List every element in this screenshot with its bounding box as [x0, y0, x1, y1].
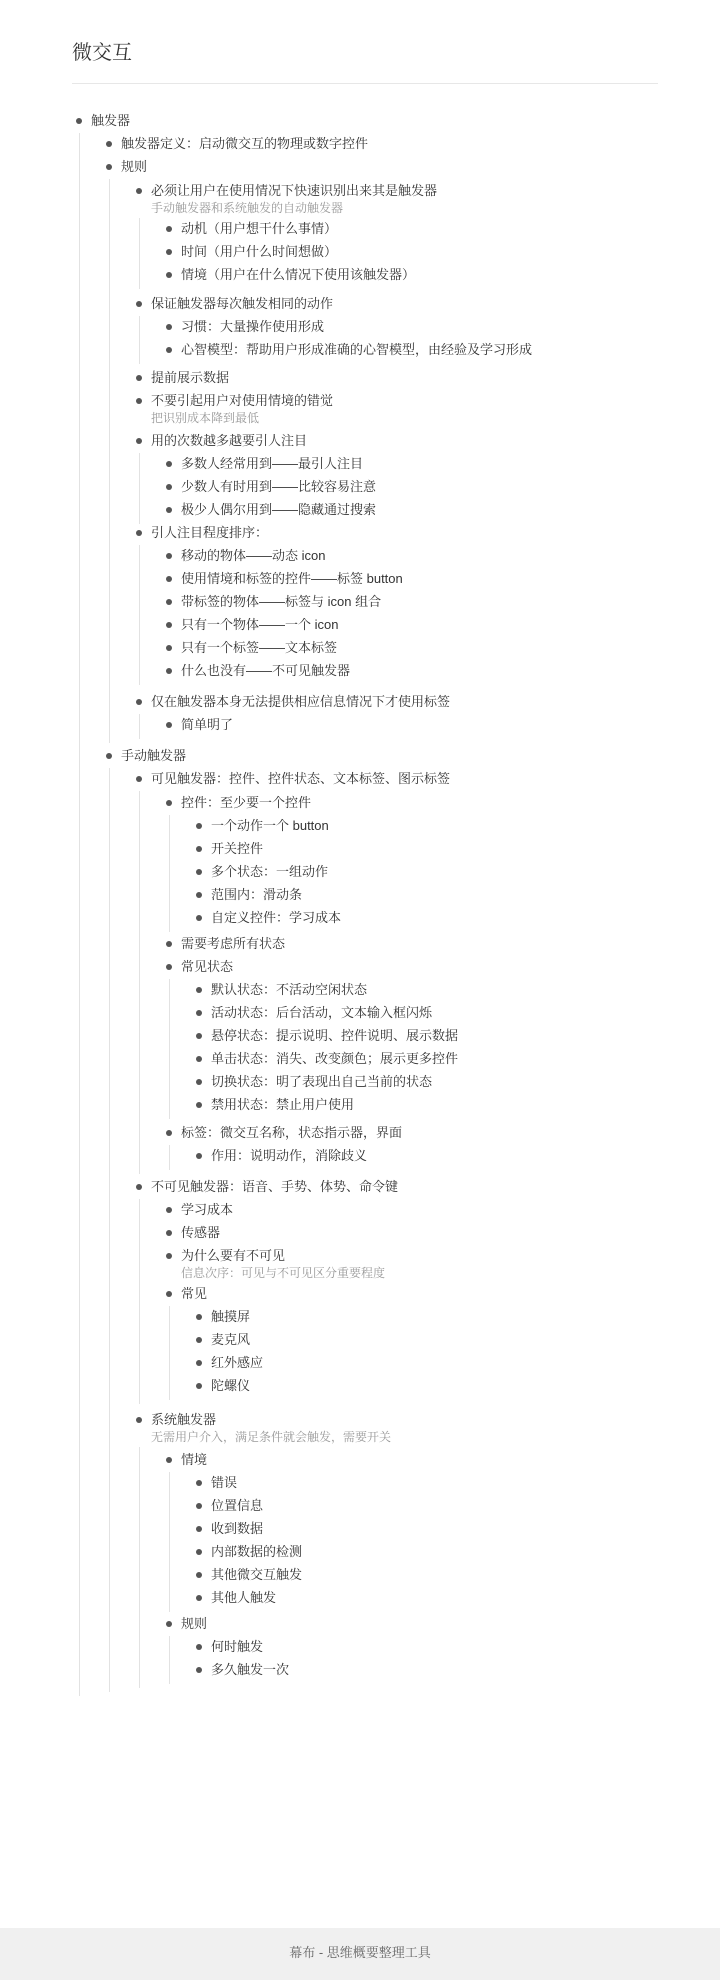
- indent-guide: [139, 545, 140, 685]
- bullet-dot-icon[interactable]: [166, 1457, 172, 1463]
- bullet-dot-icon[interactable]: [196, 1526, 202, 1532]
- outline-item-text: 常见状态: [181, 959, 234, 974]
- outline-item-text: 多久触发一次: [211, 1662, 290, 1677]
- bullet-dot-icon[interactable]: [196, 846, 202, 852]
- outline-item[interactable]: [151, 1411, 216, 1429]
- bullet-dot-icon[interactable]: [196, 1480, 202, 1486]
- outline-item-text: 带标签的物体——标签与 icon 组合: [181, 594, 382, 609]
- bullet-dot-icon[interactable]: [136, 776, 142, 782]
- bullet-dot-icon[interactable]: [196, 1595, 202, 1601]
- outline-item-text: 不可见触发器：语音、手势、体势、命令键: [151, 1179, 399, 1194]
- outline-item-text: 位置信息: [211, 1498, 264, 1513]
- bullet-dot-icon[interactable]: [166, 272, 172, 278]
- bullet-dot-icon[interactable]: [196, 1337, 202, 1343]
- bullet-dot-icon[interactable]: [76, 118, 82, 124]
- outline-item-text: 其他人触发: [211, 1590, 277, 1605]
- outline-item[interactable]: [181, 958, 233, 976]
- indent-guide: [169, 1472, 170, 1612]
- bullet-dot-icon[interactable]: [196, 1314, 202, 1320]
- bullet-dot-icon[interactable]: [196, 1010, 202, 1016]
- outline-item[interactable]: [181, 662, 350, 680]
- bullet-dot-icon[interactable]: [196, 987, 202, 993]
- outline-item[interactable]: [181, 1451, 207, 1469]
- outline-item-text: 简单明了: [181, 717, 234, 732]
- bullet-dot-icon[interactable]: [166, 249, 172, 255]
- outline-item[interactable]: [181, 935, 285, 953]
- outline-item[interactable]: [211, 1308, 250, 1326]
- outline-item-text: 需要考虑所有状态: [181, 936, 286, 951]
- outline-item[interactable]: [211, 886, 302, 904]
- bullet-dot-icon[interactable]: [166, 507, 172, 513]
- outline-item[interactable]: [181, 616, 338, 634]
- indent-guide: [109, 179, 110, 743]
- footer-bar: [0, 1928, 720, 1980]
- bullet-dot-icon[interactable]: [196, 1079, 202, 1085]
- outline-item[interactable]: [211, 1331, 250, 1349]
- outline-item[interactable]: [211, 840, 263, 858]
- indent-guide: [79, 133, 80, 1696]
- outline-item[interactable]: [121, 747, 186, 765]
- outline-item[interactable]: [151, 432, 307, 450]
- outline-item-text: 不要引起用户对使用情境的错觉: [151, 393, 334, 408]
- indent-guide: [109, 768, 110, 1692]
- outline-item-text: 少数人有时用到——比较容易注意: [181, 479, 377, 494]
- outline-item[interactable]: [181, 593, 381, 611]
- outline-item[interactable]: [211, 981, 367, 999]
- outline-item[interactable]: [211, 1661, 289, 1679]
- bullet-dot-icon[interactable]: [166, 668, 172, 674]
- outline-item-text: 默认状态：不活动空闲状态: [211, 982, 368, 997]
- bullet-dot-icon[interactable]: [166, 553, 172, 559]
- bullet-dot-icon[interactable]: [136, 438, 142, 444]
- outline-item[interactable]: [181, 1615, 207, 1633]
- outline-item[interactable]: [181, 1285, 207, 1303]
- outline-item-text: 为什么要有不可见: [181, 1248, 286, 1263]
- outline-item[interactable]: [211, 1027, 458, 1045]
- outline-item-text: 常见: [181, 1286, 208, 1301]
- bullet-dot-icon[interactable]: [166, 941, 172, 947]
- bullet-dot-icon[interactable]: [166, 576, 172, 582]
- outline-item[interactable]: [151, 182, 437, 200]
- outline-item[interactable]: [211, 1073, 432, 1091]
- outline-item-text: 必须让用户在使用情况下快速识别出来其是触发器: [151, 183, 438, 198]
- bullet-dot-icon[interactable]: [166, 1230, 172, 1236]
- outline-item[interactable]: [211, 1474, 237, 1492]
- outline-item[interactable]: [211, 1377, 250, 1395]
- indent-guide: [139, 316, 140, 364]
- indent-guide: [139, 714, 140, 739]
- bullet-dot-icon[interactable]: [136, 1184, 142, 1190]
- indent-guide: [169, 1145, 170, 1170]
- outline-item-text: 活动状态：后台活动，文本输入框闪烁: [211, 1005, 433, 1020]
- outline-item[interactable]: [181, 794, 311, 812]
- bullet-dot-icon[interactable]: [196, 1360, 202, 1366]
- bullet-dot-icon[interactable]: [136, 188, 142, 194]
- outline-item[interactable]: [211, 1096, 354, 1114]
- outline-item[interactable]: [181, 1124, 402, 1142]
- bullet-dot-icon[interactable]: [196, 823, 202, 829]
- outline-item-text: 时间（用户什么时间想做）: [181, 244, 338, 259]
- outline-item-text: 禁用状态：禁止用户使用: [211, 1097, 355, 1112]
- outline-item[interactable]: [181, 220, 337, 238]
- bullet-dot-icon[interactable]: [166, 1291, 172, 1297]
- outline-item[interactable]: [151, 693, 450, 711]
- indent-guide: [139, 1199, 140, 1404]
- bullet-dot-icon[interactable]: [136, 301, 142, 307]
- outline-item-text: 范围内：滑动条: [211, 887, 303, 902]
- outline-item-text: 陀螺仪: [211, 1378, 251, 1393]
- outline-item-text: 传感器: [181, 1225, 221, 1240]
- outline-item-text: 只有一个物体——一个 icon: [181, 617, 339, 632]
- outline-item-text: 触摸屏: [211, 1309, 251, 1324]
- outline-item[interactable]: [211, 1050, 458, 1068]
- outline-item-note: 信息次序：可见与不可见区分重要程度: [181, 1266, 386, 1280]
- bullet-dot-icon[interactable]: [166, 1130, 172, 1136]
- outline-item-text: 收到数据: [211, 1521, 264, 1536]
- outline-item-text: 一个动作一个 button: [211, 818, 329, 833]
- bullet-dot-icon[interactable]: [196, 1503, 202, 1509]
- outline-item-text: 情境: [181, 1452, 208, 1467]
- outline-item[interactable]: [121, 158, 147, 176]
- indent-guide: [139, 1447, 140, 1688]
- outline-item-text: 可见触发器：控件、控件状态、文本标签、图示标签: [151, 771, 451, 786]
- outline-item[interactable]: [121, 135, 368, 153]
- outline-item-text: 只有一个标签——文本标签: [181, 640, 338, 655]
- outline-item-text: 使用情境和标签的控件——标签 button: [181, 571, 403, 586]
- outline-item-text: 麦克风: [211, 1332, 251, 1347]
- outline-item[interactable]: [181, 716, 233, 734]
- outline-item[interactable]: [181, 570, 403, 588]
- outline-item[interactable]: [211, 1589, 276, 1607]
- outline-item[interactable]: [211, 1520, 263, 1538]
- outline-item-text: 标签：微交互名称，状态指示器，界面: [181, 1125, 403, 1140]
- indent-guide: [169, 1306, 170, 1400]
- outline-item-text: 极少人偶尔用到——隐藏通过搜索: [181, 502, 377, 517]
- outline-item-text: 切换状态：明了表现出自己当前的状态: [211, 1074, 433, 1089]
- bullet-dot-icon[interactable]: [166, 1207, 172, 1213]
- outline-item-text: 规则: [181, 1616, 208, 1631]
- bullet-dot-icon[interactable]: [196, 892, 202, 898]
- outline-item[interactable]: [181, 341, 532, 359]
- bullet-dot-icon[interactable]: [166, 347, 172, 353]
- outline-item[interactable]: [211, 1638, 263, 1656]
- outline-item[interactable]: [211, 1543, 302, 1561]
- outline-item-text: 触发器: [91, 113, 131, 128]
- bullet-dot-icon[interactable]: [136, 1417, 142, 1423]
- bullet-dot-icon[interactable]: [196, 1667, 202, 1673]
- outline-item-text: 移动的物体——动态 icon: [181, 548, 326, 563]
- outline-item[interactable]: [181, 243, 337, 261]
- outline-item-text: 仅在触发器本身无法提供相应信息情况下才使用标签: [151, 694, 451, 709]
- outline-item-text: 系统触发器: [151, 1412, 217, 1427]
- outline-item-text: 用的次数越多越要引人注目: [151, 433, 308, 448]
- outline-item[interactable]: [211, 1566, 302, 1584]
- bullet-dot-icon[interactable]: [166, 599, 172, 605]
- bullet-dot-icon[interactable]: [166, 324, 172, 330]
- outline-item[interactable]: [151, 295, 333, 313]
- bullet-dot-icon[interactable]: [166, 461, 172, 467]
- outline-item-text: 学习成本: [181, 1202, 234, 1217]
- outline-item-text: 情境（用户在什么情况下使用该触发器）: [181, 267, 416, 282]
- bullet-dot-icon[interactable]: [136, 375, 142, 381]
- outline-item-text: 多个状态：一组动作: [211, 864, 329, 879]
- bullet-dot-icon[interactable]: [196, 1102, 202, 1108]
- outline-item[interactable]: [181, 266, 415, 284]
- bullet-dot-icon[interactable]: [166, 226, 172, 232]
- outline-item-text: 何时触发: [211, 1639, 264, 1654]
- outline-item-text: 悬停状态：提示说明、控件说明、展示数据: [211, 1028, 459, 1043]
- outline-item[interactable]: [211, 1354, 263, 1372]
- outline-item-text: 内部数据的检测: [211, 1544, 303, 1559]
- outline-item-text: 什么也没有——不可见触发器: [181, 663, 351, 678]
- outline-item[interactable]: [151, 524, 268, 542]
- outline-item-note: 把识别成本降到最低: [151, 411, 260, 425]
- bullet-dot-icon[interactable]: [166, 964, 172, 970]
- bullet-dot-icon[interactable]: [196, 915, 202, 921]
- outline-item-text: 引人注目程度排序：: [151, 525, 269, 540]
- bullet-dot-icon[interactable]: [166, 1621, 172, 1627]
- outline-item-text: 动机（用户想干什么事情）: [181, 221, 338, 236]
- bullet-dot-icon[interactable]: [166, 645, 172, 651]
- outline-item-note: 无需用户介入，满足条件就会触发，需要开关: [151, 1430, 392, 1444]
- indent-guide: [139, 791, 140, 1174]
- outline-item-text: 习惯：大量操作使用形成: [181, 319, 325, 334]
- indent-guide: [169, 1636, 170, 1684]
- outline-item[interactable]: [151, 1178, 398, 1196]
- outline-item[interactable]: [211, 909, 341, 927]
- outline-item-text: 规则: [121, 159, 148, 174]
- bullet-dot-icon[interactable]: [166, 1253, 172, 1259]
- outline-item-text: 多数人经常用到——最引人注目: [181, 456, 364, 471]
- outline-item[interactable]: [181, 455, 363, 473]
- bullet-dot-icon[interactable]: [196, 1056, 202, 1062]
- outline-item-text: 其他微交互触发: [211, 1567, 303, 1582]
- title-divider: [72, 83, 658, 84]
- indent-guide: [169, 815, 170, 932]
- footer-text: 幕布 - 思维概要整理工具: [289, 1945, 431, 1960]
- outline-item-text: 心智模型：帮助用户形成准确的心智模型，由经验及学习形成: [181, 342, 533, 357]
- outline-item[interactable]: [181, 1247, 285, 1265]
- bullet-dot-icon[interactable]: [196, 1153, 202, 1159]
- outline-item[interactable]: [151, 392, 333, 410]
- outline-item-text: 提前展示数据: [151, 370, 230, 385]
- outline-item[interactable]: [211, 1497, 263, 1515]
- outline-item[interactable]: [91, 112, 130, 130]
- outline-item-text: 控件：至少要一个控件: [181, 795, 312, 810]
- outline-item[interactable]: [151, 369, 229, 387]
- outline-item-text: 作用：说明动作，消除歧义: [211, 1148, 368, 1163]
- bullet-dot-icon[interactable]: [196, 869, 202, 875]
- outline-item-text: 单击状态：消失、改变颜色；展示更多控件: [211, 1051, 459, 1066]
- bullet-dot-icon[interactable]: [196, 1383, 202, 1389]
- outline-item-text: 开关控件: [211, 841, 264, 856]
- indent-guide: [139, 218, 140, 289]
- outline-item-text: 触发器定义：启动微交互的物理或数字控件: [121, 136, 369, 151]
- bullet-dot-icon[interactable]: [106, 141, 112, 147]
- bullet-dot-icon[interactable]: [196, 1033, 202, 1039]
- outline-item-text: 红外感应: [211, 1355, 264, 1370]
- bullet-dot-icon[interactable]: [106, 164, 112, 170]
- bullet-dot-icon[interactable]: [196, 1549, 202, 1555]
- bullet-dot-icon[interactable]: [196, 1644, 202, 1650]
- bullet-dot-icon[interactable]: [196, 1572, 202, 1578]
- outline-item[interactable]: [211, 1004, 432, 1022]
- outline-item-text: 自定义控件：学习成本: [211, 910, 342, 925]
- indent-guide: [139, 453, 140, 524]
- outline-item-text: 保证触发器每次触发相同的动作: [151, 296, 334, 311]
- bullet-dot-icon[interactable]: [166, 484, 172, 490]
- outline-item[interactable]: [181, 639, 337, 657]
- outline-item-note: 手动触发器和系统触发的自动触发器: [151, 201, 344, 215]
- bullet-dot-icon[interactable]: [166, 622, 172, 628]
- page-title: 微交互: [72, 42, 132, 64]
- outline-item[interactable]: [181, 318, 324, 336]
- outline-item[interactable]: [181, 1224, 220, 1242]
- bullet-dot-icon[interactable]: [106, 753, 112, 759]
- outline-item[interactable]: [181, 478, 376, 496]
- bullet-dot-icon[interactable]: [166, 722, 172, 728]
- outline-item-text: 手动触发器: [121, 748, 187, 763]
- outline-item[interactable]: [151, 770, 450, 788]
- outline-item[interactable]: [211, 1147, 367, 1165]
- bullet-dot-icon[interactable]: [136, 530, 142, 536]
- bullet-dot-icon[interactable]: [166, 800, 172, 806]
- bullet-dot-icon[interactable]: [136, 398, 142, 404]
- bullet-dot-icon[interactable]: [136, 699, 142, 705]
- outline-item[interactable]: [211, 863, 328, 881]
- outline-item[interactable]: [211, 817, 329, 835]
- outline-item[interactable]: [181, 501, 376, 519]
- outline-item-text: 错误: [211, 1475, 238, 1490]
- outline-item[interactable]: [181, 1201, 233, 1219]
- outline-item[interactable]: [181, 547, 325, 565]
- indent-guide: [169, 979, 170, 1119]
